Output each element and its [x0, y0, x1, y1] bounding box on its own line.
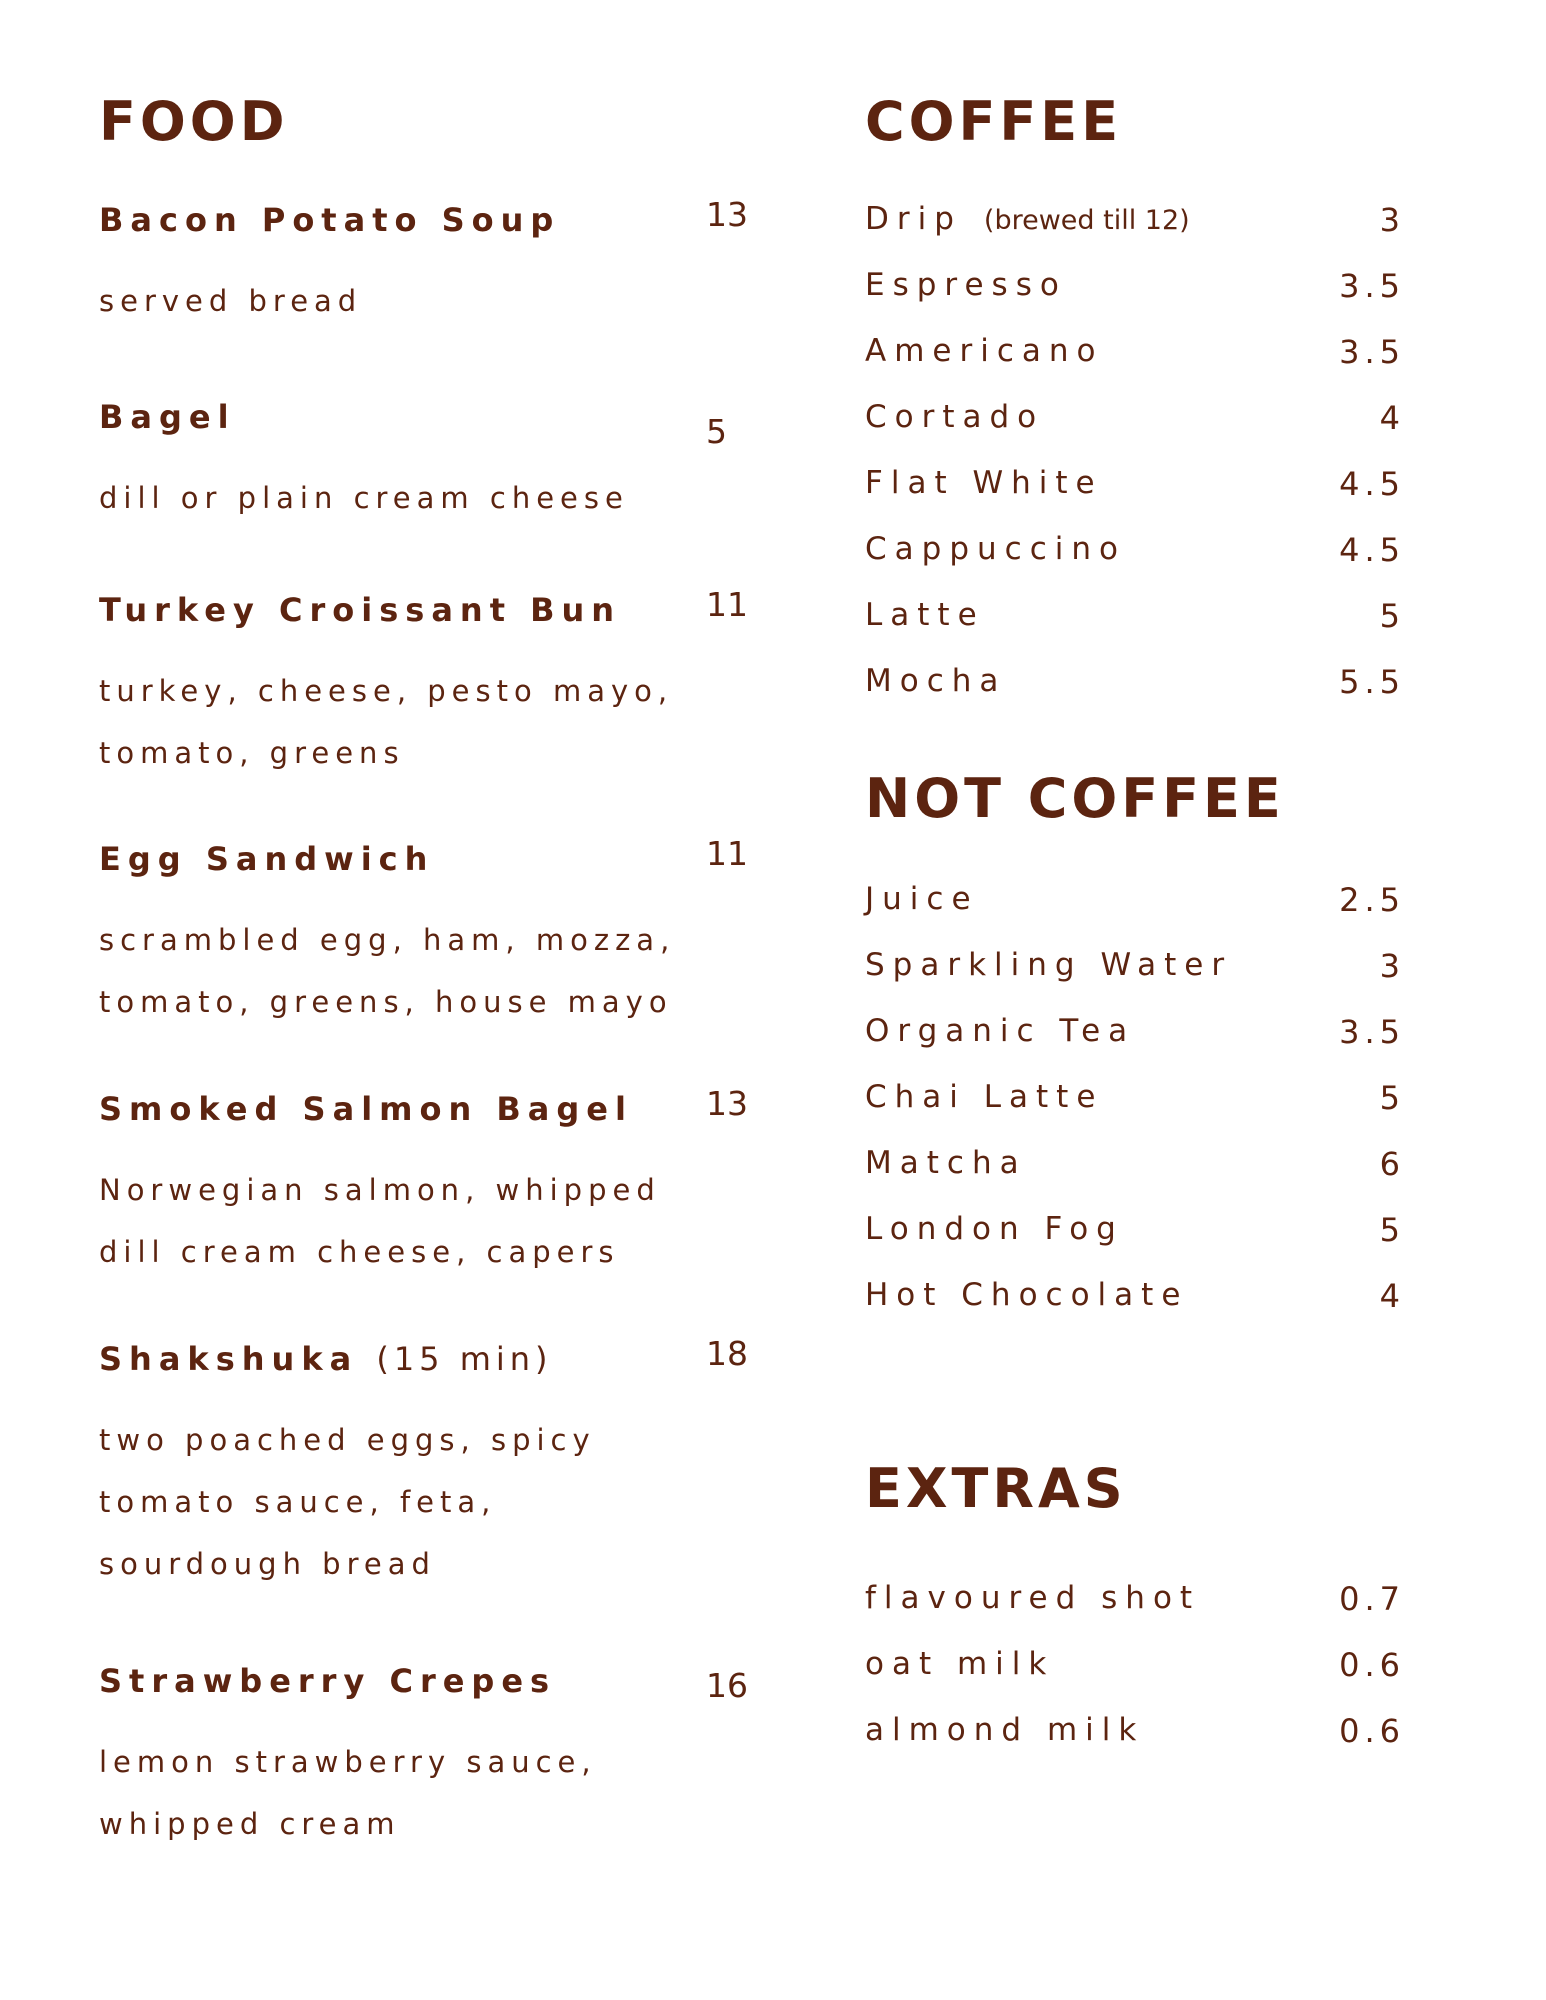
item-price: 6 — [1379, 1145, 1405, 1183]
item-name: Smoked Salmon Bagel — [99, 1090, 633, 1128]
item-name: Chai Latte — [865, 1079, 1104, 1115]
not-coffee-title: NOT COFFEE — [865, 767, 1285, 830]
item-price: 0.6 — [1339, 1646, 1405, 1684]
item-price: 3.5 — [1339, 1013, 1405, 1051]
item-price: 3.5 — [1339, 267, 1405, 305]
description-line: turkey, cheese, pesto mayo, — [99, 674, 674, 708]
description-line: scrambled egg, ham, mozza, — [99, 923, 676, 957]
item-name: Latte — [865, 597, 985, 633]
item-price: 0.7 — [1339, 1580, 1405, 1618]
item-description — [99, 1159, 661, 1283]
item-price: 5 — [1379, 1211, 1405, 1249]
item-name: Egg Sandwich — [99, 840, 435, 878]
item-description — [99, 660, 673, 784]
item-name: Cappuccino — [865, 531, 1126, 567]
menu-item — [865, 1013, 1405, 1056]
item-name: Drip (brewed till 12) — [865, 201, 1190, 237]
menu-item — [865, 1211, 1405, 1254]
menu-item — [865, 201, 1405, 244]
item-name: Shakshuka (15 min) — [99, 1340, 553, 1378]
item-name: almond milk — [865, 1712, 1145, 1748]
item-description — [99, 1731, 597, 1855]
description-line: lemon strawberry sauce, — [99, 1745, 597, 1779]
menu-item — [865, 1646, 1405, 1689]
item-description — [99, 1409, 596, 1595]
item-description — [99, 467, 629, 529]
item-name: Espresso — [865, 267, 1067, 303]
description-line: tomato, greens — [99, 736, 405, 770]
description-line: dill or plain cream cheese — [99, 481, 629, 515]
menu-item — [865, 1145, 1405, 1188]
item-price: 13 — [706, 195, 748, 234]
item-price: 4 — [1379, 399, 1405, 437]
coffee-title: COFFEE — [865, 90, 1123, 153]
item-price: 0.6 — [1339, 1712, 1405, 1750]
menu-item — [865, 597, 1405, 640]
item-note: (15 min) — [376, 1340, 553, 1378]
item-price: 5 — [1379, 1079, 1405, 1117]
item-price: 11 — [706, 834, 748, 873]
item-name: Americano — [865, 333, 1104, 369]
menu-item — [865, 465, 1405, 508]
item-note: (brewed till 12) — [983, 205, 1190, 236]
item-name: Bacon Potato Soup — [99, 201, 561, 239]
description-line: served bread — [99, 284, 363, 318]
item-name: Cortado — [865, 399, 1045, 435]
item-description — [99, 270, 362, 332]
item-name: flavoured shot — [865, 1580, 1201, 1616]
menu-item — [865, 1712, 1405, 1755]
description-line: dill cream cheese, capers — [99, 1235, 620, 1269]
item-price: 5 — [706, 412, 727, 451]
menu-item — [865, 333, 1405, 376]
item-name: Strawberry Crepes — [99, 1662, 557, 1700]
menu-item — [865, 399, 1405, 442]
menu-item — [865, 1079, 1405, 1122]
menu-item — [865, 267, 1405, 310]
item-price: 18 — [706, 1334, 748, 1373]
item-price: 3.5 — [1339, 333, 1405, 371]
description-line: whipped cream — [99, 1807, 401, 1841]
item-price: 4.5 — [1339, 465, 1405, 503]
item-price: 4 — [1379, 1277, 1405, 1315]
menu-item — [865, 663, 1405, 706]
menu-item — [865, 881, 1405, 924]
description-line: tomato, greens, house mayo — [99, 985, 673, 1019]
menu-item — [865, 1277, 1405, 1320]
menu-item — [865, 947, 1405, 990]
item-price: 2.5 — [1339, 881, 1405, 919]
item-name: Organic Tea — [865, 1013, 1136, 1049]
item-price: 13 — [706, 1084, 748, 1123]
menu-item — [865, 1580, 1405, 1623]
item-price: 3 — [1379, 947, 1405, 985]
item-price: 16 — [706, 1666, 748, 1705]
item-name: Flat White — [865, 465, 1103, 501]
item-name: Hot Chocolate — [865, 1277, 1189, 1313]
item-name: Matcha — [865, 1145, 1027, 1181]
item-name: Bagel — [99, 398, 236, 436]
item-name: London Fog — [865, 1211, 1124, 1247]
item-price: 4.5 — [1339, 531, 1405, 569]
item-price: 5 — [1379, 597, 1405, 635]
item-price: 11 — [706, 585, 748, 624]
description-line: tomato sauce, feta, — [99, 1485, 497, 1519]
description-line: sourdough bread — [99, 1547, 436, 1581]
item-name: Mocha — [865, 663, 1007, 699]
item-name: oat milk — [865, 1646, 1055, 1682]
food-title: FOOD — [99, 90, 289, 153]
item-price: 5.5 — [1339, 663, 1405, 701]
item-name: Turkey Croissant Bun — [99, 591, 622, 629]
description-line: two poached eggs, spicy — [99, 1423, 596, 1457]
item-name: Juice — [865, 881, 979, 917]
menu-item — [865, 531, 1405, 574]
extras-title: EXTRAS — [865, 1457, 1127, 1520]
item-description — [99, 909, 675, 1033]
item-name: Sparkling Water — [865, 947, 1233, 983]
description-line: Norwegian salmon, whipped — [99, 1173, 661, 1207]
item-price: 3 — [1379, 201, 1405, 239]
